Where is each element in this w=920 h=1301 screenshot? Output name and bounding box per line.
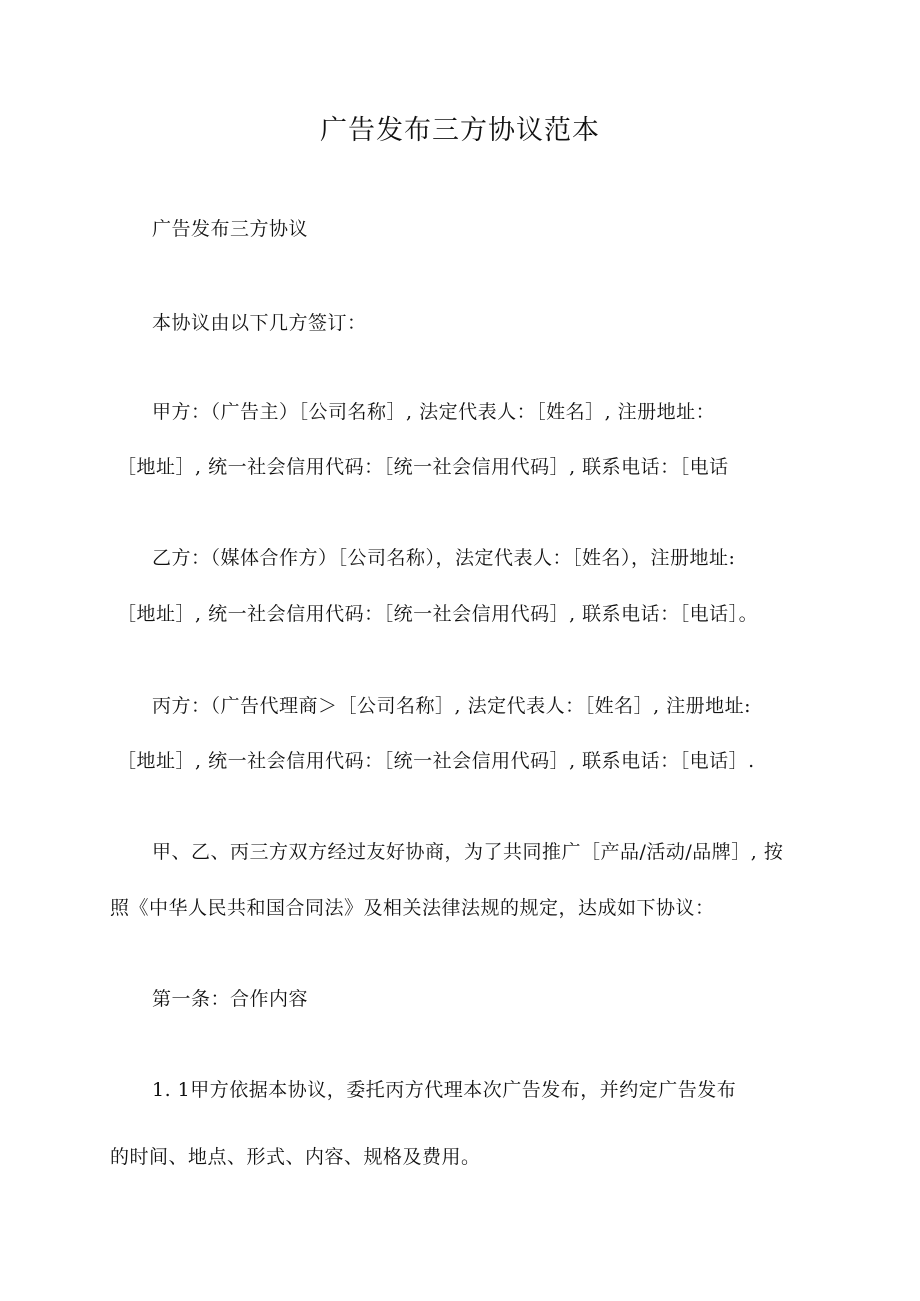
preamble-line-2: 照《中华人民共和国合同法》及相关法律法规的规定，达成如下协议： (110, 897, 715, 919)
party-c-line-1: 丙方：（广告代理商＞［公司名称］, 法定代表人：［姓名］, 注册地址: (152, 695, 752, 717)
party-b-line-2: ［地址］, 统一社会信用代码：［统一社会信用代码］, 联系电话：［电话］。 (117, 603, 759, 625)
party-a-line-2: ［地址］, 统一社会信用代码：［统一社会信用代码］, 联系电话：［电话 (117, 456, 729, 478)
party-b-line-1: 乙方：（媒体合作方）［公司名称），法定代表人：［姓名），注册地址: (152, 547, 736, 569)
document-title: 广告发布三方协议范本 (320, 115, 600, 146)
party-c-line-2: ［地址］, 统一社会信用代码：［统一社会信用代码］, 联系电话：［电话］. (117, 750, 755, 772)
article-1-heading: 第一条：合作内容 (152, 988, 309, 1010)
preamble-line-1: 甲、乙、丙三方双方经过友好协商，为了共同推广［产品/活动/品牌］, 按 (152, 841, 784, 863)
intro-paragraph: 本协议由以下几方签订： (152, 312, 367, 334)
party-a-line-1: 甲方：（广告主）［公司名称］, 法定代表人：［姓名］, 注册地址： (152, 401, 716, 423)
clause-1-1-line-2: 的时间、地点、形式、内容、规格及费用。 (110, 1146, 481, 1168)
clause-1-1-line-1: 1. 1甲方依据本协议，委托丙方代理本次广告发布，并约定广告发布 (152, 1079, 737, 1101)
agreement-subtitle: 广告发布三方协议 (152, 218, 309, 240)
